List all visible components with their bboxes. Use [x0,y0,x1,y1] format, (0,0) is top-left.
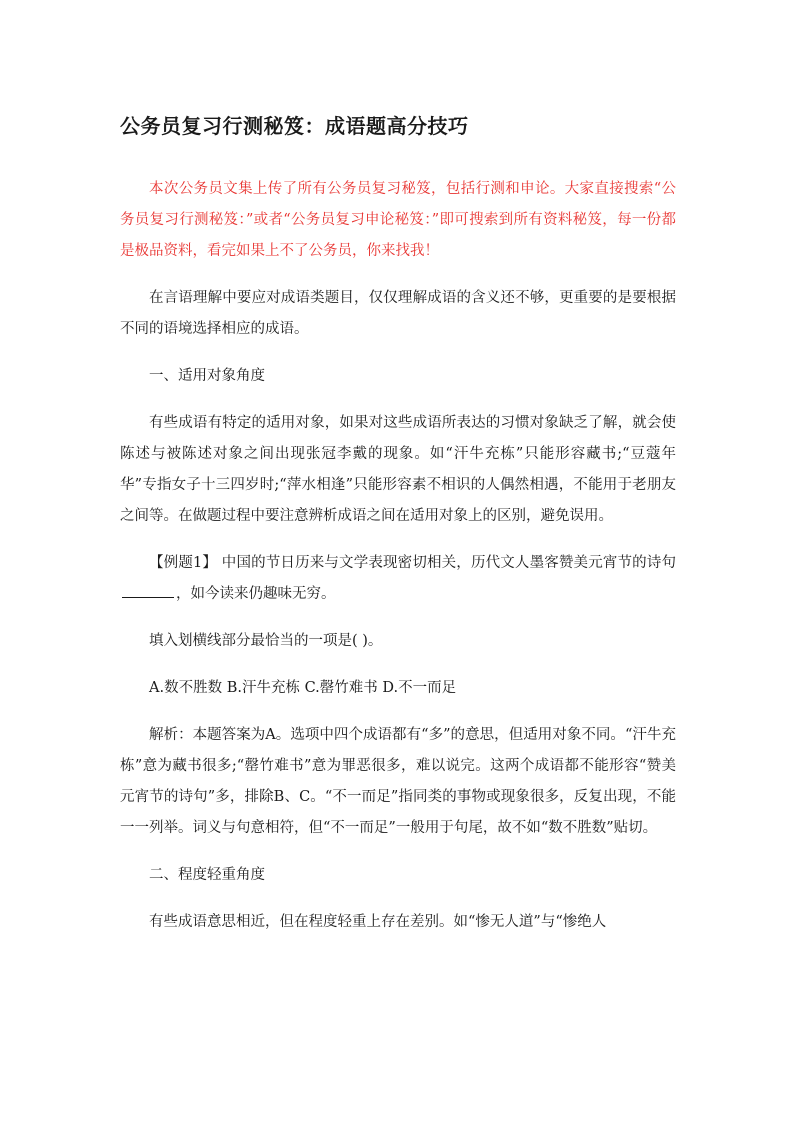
example1-label: 【例题1】 [149,555,218,571]
example1-question: 填入划横线部分最恰当的一项是( )。 [149,633,383,649]
section2-heading: 二、程度轻重角度 [149,867,265,883]
notice-paragraph: 本次公务员文集上传了所有公务员复习秘笈，包括行测和申论。大家直接搜索“公务员复习行测秘笈：”或者“公务员复习申论秘笈：”即可搜索到所有资料秘笈，每一份都是极品资料，看完如果上不了公务员，你来找我！ [120,181,676,259]
example1-text-after: ，如今读来仍趣味无穷。 [176,586,336,602]
example1-text-before: 中国的节日历来与文学表现密切相关，历代文人墨客赞美元宵节的诗句 [217,555,676,571]
answer-blank [122,583,174,598]
intro-paragraph: 在言语理解中要应对成语类题目，仅仅理解成语的含义还不够，更重要的是要根据不同的语境选择相应的成语。 [120,290,676,337]
section2-body: 有些成语意思相近，但在程度轻重上存在差别。如“惨无人道”与“惨绝人 [149,914,607,930]
document-page [120,112,676,938]
example1-analysis: 解析：本题答案为A。选项中四个成语都有“多”的意思，但适用对象不同。“汗牛充栋”意为藏书很多;“罄竹难书”意为罪恶很多，难以说完。这两个成语都不能形容“赞美元宵节的诗句”多，排除B、C。“不一而足”指同类的事物或现象很多，反复出现，不能一一列举。词义与句意相符，但“不一而足”一般用于句尾，故不如“数不胜数”贴切。 [120,727,676,836]
example1-paragraph [120,548,676,610]
section1-heading: 一、适用对象角度 [149,368,265,384]
section1-body: 有些成语有特定的适用对象，如果对这些成语所表达的习惯对象缺乏了解，就会使陈述与被陈述对象之间出现张冠李戴的现象。如“汗牛充栋”只能形容藏书;“豆蔻年华”专指女子十三四岁时;“萍水相逢”只能形容素不相识的人偶然相遇，不能用于老朋友之间等。在做题过程中要注意辨析成语之间在适用对象上的区别，避免误用。 [120,415,676,524]
example1-options: A.数不胜数 B.汗牛充栋 C.罄竹难书 D.不一而足 [149,680,457,696]
document-title: 公务员复习行测秘笈：成语题高分技巧 [120,114,469,138]
